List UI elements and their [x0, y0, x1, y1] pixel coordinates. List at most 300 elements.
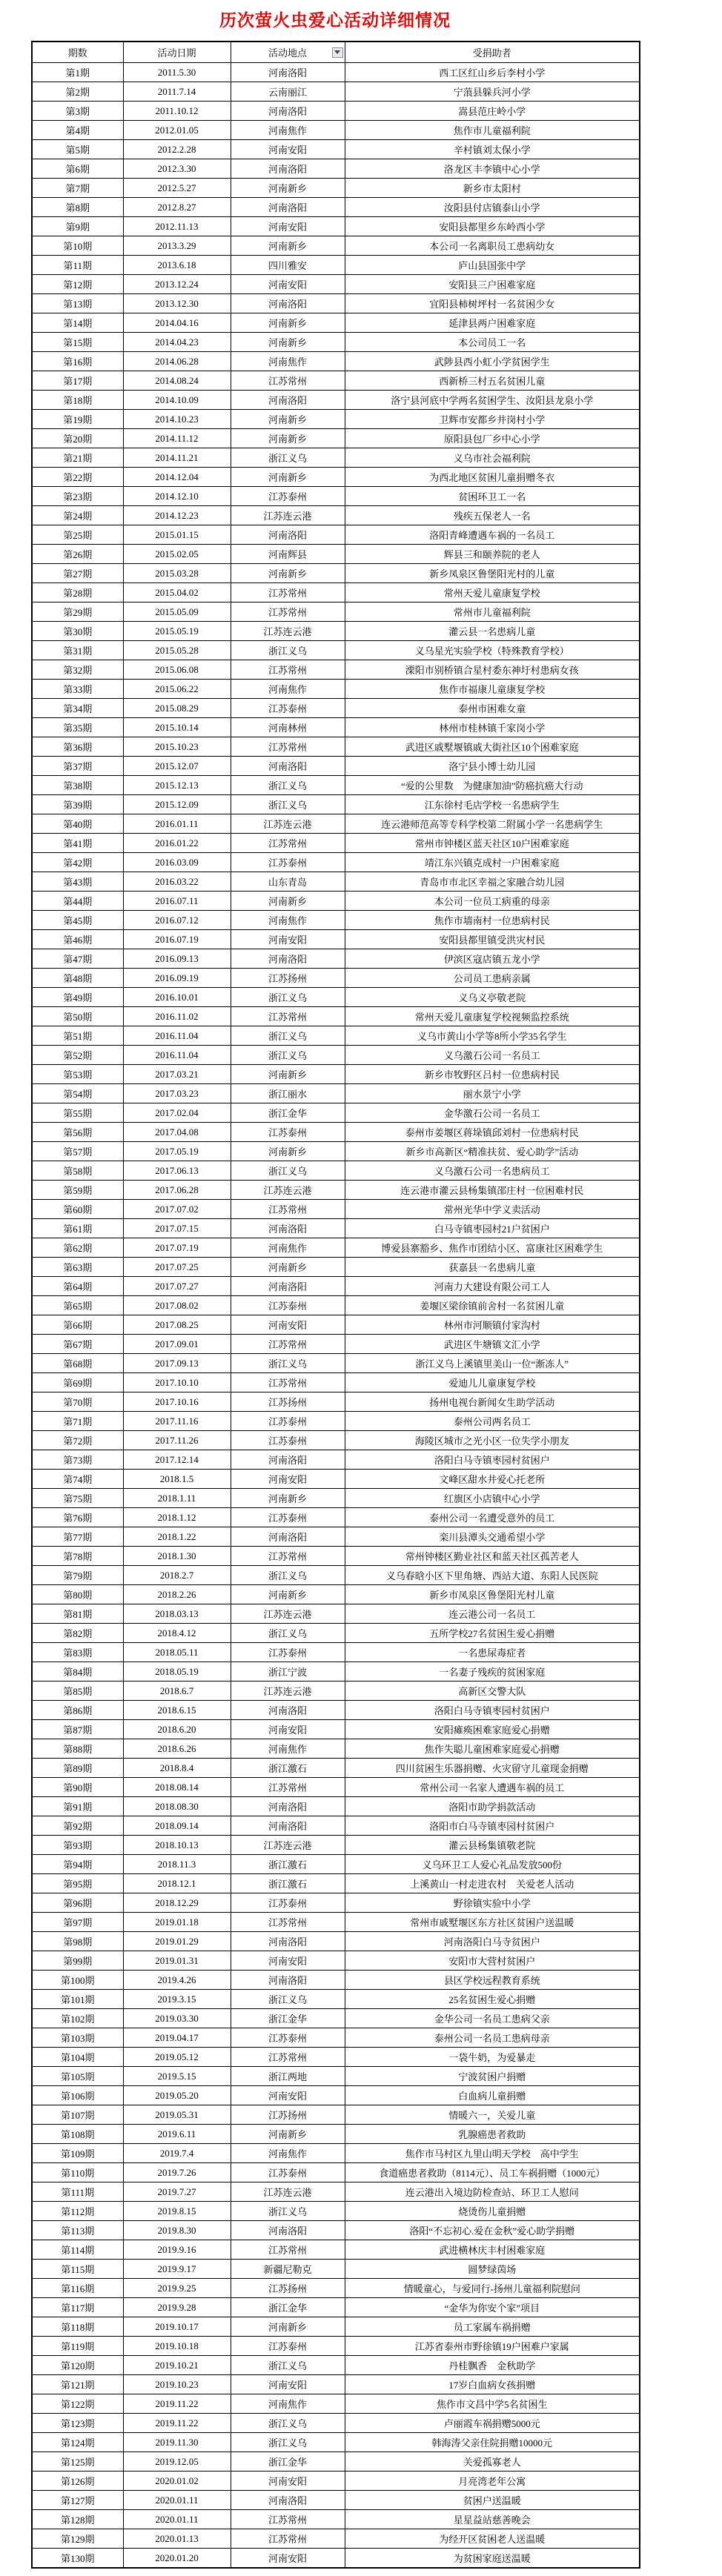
recipient-cell: 为西北地区贫困儿童捐赠冬衣 — [345, 468, 640, 487]
location-cell: 河南林州 — [231, 718, 345, 737]
location-cell: 江苏常州 — [231, 2048, 345, 2067]
date-cell: 2015.05.28 — [123, 641, 231, 660]
recipient-cell: 武进区戚墅堰镇戚大街社区10个困难家庭 — [345, 737, 640, 757]
table-row — [32, 1181, 640, 1200]
period-cell: 第22期 — [32, 468, 123, 487]
table-row — [32, 1855, 640, 1874]
period-cell: 第8期 — [32, 198, 123, 217]
recipient-cell: 连云港出入境边防检查站、环卫工人慰问 — [345, 2182, 640, 2202]
date-cell: 2013.12.24 — [123, 275, 231, 294]
period-cell: 第79期 — [32, 1566, 123, 1585]
location-cell: 云南丽江 — [231, 82, 345, 102]
location-cell: 河南洛阳 — [231, 1450, 345, 1470]
date-cell: 2019.01.29 — [123, 1932, 231, 1951]
period-cell: 第100期 — [32, 1971, 123, 1990]
location-cell: 河南安阳 — [231, 2472, 345, 2491]
table-row — [32, 1566, 640, 1585]
recipient-cell: 一名患尿毒症者 — [345, 1643, 640, 1662]
date-cell: 2020.01.11 — [123, 2510, 231, 2529]
period-cell: 第20期 — [32, 429, 123, 448]
table-row — [32, 179, 640, 198]
table-row — [32, 2105, 640, 2125]
period-cell: 第76期 — [32, 1508, 123, 1527]
column-header-location-label: 活动地点 — [268, 47, 307, 59]
period-cell: 第70期 — [32, 1392, 123, 1412]
date-cell: 2019.9.28 — [123, 2298, 231, 2317]
period-cell: 第19期 — [32, 410, 123, 429]
recipient-cell: 扬州电视台新闻女生助学活动 — [345, 1392, 640, 1412]
date-cell: 2016.01.22 — [123, 834, 231, 853]
period-cell: 第28期 — [32, 583, 123, 602]
recipient-cell: 红旗区小店镇中心小学 — [345, 1489, 640, 1508]
period-cell: 第119期 — [32, 2337, 123, 2356]
table-row — [32, 82, 640, 102]
location-cell: 河南新乡 — [231, 313, 345, 333]
column-header-location — [231, 42, 345, 63]
table-row — [32, 2144, 640, 2163]
location-cell: 浙江宁波 — [231, 1662, 345, 1682]
date-cell: 2014.12.10 — [123, 487, 231, 506]
date-cell: 2015.02.05 — [123, 545, 231, 564]
location-cell: 浙江义乌 — [231, 1566, 345, 1585]
table-row — [32, 2375, 640, 2394]
table-row — [32, 1951, 640, 1971]
filter-dropdown-button[interactable] — [332, 47, 343, 58]
date-cell: 2012.3.30 — [123, 159, 231, 179]
period-cell: 第36期 — [32, 737, 123, 757]
table-row — [32, 63, 640, 82]
location-cell: 河南洛阳 — [231, 63, 345, 82]
location-cell: 江苏泰州 — [231, 487, 345, 506]
recipient-cell: 义乌市社会福利院 — [345, 448, 640, 468]
location-cell: 河南新乡 — [231, 2125, 345, 2144]
period-cell: 第2期 — [32, 82, 123, 102]
period-cell: 第106期 — [32, 2086, 123, 2105]
period-cell: 第94期 — [32, 1855, 123, 1874]
table-row — [32, 275, 640, 294]
recipient-cell: 上溪黄山一村走进农村 关爱老人活动 — [345, 1874, 640, 1893]
table-row — [32, 1007, 640, 1026]
recipient-cell: 新乡凤泉区鲁堡阳光村的儿童 — [345, 564, 640, 583]
table-row — [32, 121, 640, 140]
location-cell: 浙江金华 — [231, 2452, 345, 2472]
period-cell: 第63期 — [32, 1258, 123, 1277]
table-row — [32, 429, 640, 448]
location-cell: 河南洛阳 — [231, 525, 345, 545]
location-cell: 江苏泰州 — [231, 1412, 345, 1431]
location-cell: 浙江义乌 — [231, 795, 345, 814]
date-cell: 2019.10.17 — [123, 2317, 231, 2337]
period-cell: 第90期 — [32, 1778, 123, 1797]
date-cell: 2016.11.04 — [123, 1046, 231, 1065]
location-cell: 河南新乡 — [231, 468, 345, 487]
location-cell: 河南安阳 — [231, 275, 345, 294]
location-cell: 江苏泰州 — [231, 1431, 345, 1450]
date-cell: 2018.12.1 — [123, 1874, 231, 1893]
location-cell: 河南新乡 — [231, 236, 345, 256]
recipient-cell: 卫辉市安都乡井岗村小学 — [345, 410, 640, 429]
recipient-cell: 泰州公司一名遭受意外的员工 — [345, 1508, 640, 1527]
recipient-cell: 新乡市高新区“精准扶贫、爱心助学”活动 — [345, 1142, 640, 1161]
location-cell: 河南焦作 — [231, 1238, 345, 1258]
table-row — [32, 1354, 640, 1373]
date-cell: 2019.03.30 — [123, 2009, 231, 2028]
location-cell: 江苏泰州 — [231, 2337, 345, 2356]
location-cell: 江苏连云港 — [231, 1682, 345, 1701]
table-row — [32, 1142, 640, 1161]
recipient-cell: 灌云县杨集镇敬老院 — [345, 1836, 640, 1855]
period-cell: 第51期 — [32, 1026, 123, 1046]
date-cell: 2018.05.19 — [123, 1662, 231, 1682]
recipient-cell: 洛阳“不忘初心.爱在金秋”爱心助学捐赠 — [345, 2221, 640, 2240]
recipient-cell: 泰州市困难女童 — [345, 699, 640, 718]
date-cell: 2015.12.13 — [123, 776, 231, 795]
recipient-cell: 常州天爱儿童康复学校 — [345, 583, 640, 602]
date-cell: 2018.1.22 — [123, 1527, 231, 1547]
recipient-cell: 残疾五保老人一名 — [345, 506, 640, 525]
recipient-cell: 为贫困家庭送温暖 — [345, 2549, 640, 2569]
date-cell: 2016.03.09 — [123, 853, 231, 872]
table-row — [32, 159, 640, 179]
date-cell: 2018.6.26 — [123, 1739, 231, 1759]
period-cell: 第128期 — [32, 2510, 123, 2529]
date-cell: 2017.10.10 — [123, 1373, 231, 1392]
date-cell: 2018.08.30 — [123, 1797, 231, 1816]
activities-table — [31, 41, 640, 2569]
date-cell: 2014.04.16 — [123, 313, 231, 333]
location-cell: 河南新乡 — [231, 333, 345, 352]
recipient-cell: 丽水景宁小学 — [345, 1084, 640, 1103]
table-row — [32, 1431, 640, 1450]
table-row — [32, 1893, 640, 1913]
date-cell: 2015.01.15 — [123, 525, 231, 545]
period-cell: 第31期 — [32, 641, 123, 660]
location-cell: 河南焦作 — [231, 2394, 345, 2414]
date-cell: 2015.10.14 — [123, 718, 231, 737]
period-cell: 第49期 — [32, 988, 123, 1007]
recipient-cell: 安阳县三户困难家庭 — [345, 275, 640, 294]
table-row — [32, 1759, 640, 1778]
recipient-cell: 安阳县都里乡东岭西小学 — [345, 217, 640, 236]
date-cell: 2020.01.02 — [123, 2472, 231, 2491]
date-cell: 2014.12.23 — [123, 506, 231, 525]
table-row — [32, 2028, 640, 2048]
date-cell: 2017.07.25 — [123, 1258, 231, 1277]
recipient-cell: 白血病儿童捐赠 — [345, 2086, 640, 2105]
table-row — [32, 1778, 640, 1797]
table-row — [32, 1489, 640, 1508]
table-row — [32, 660, 640, 680]
date-cell: 2015.04.02 — [123, 583, 231, 602]
table-row — [32, 525, 640, 545]
table-row — [32, 1913, 640, 1932]
table-row — [32, 1739, 640, 1759]
table-row — [32, 1836, 640, 1855]
date-cell: 2017.11.16 — [123, 1412, 231, 1431]
location-cell: 江苏常州 — [231, 660, 345, 680]
table-row — [32, 1797, 640, 1816]
location-cell: 江苏泰州 — [231, 1893, 345, 1913]
recipient-cell: 洛阳白马寺镇枣园村贫困户 — [345, 1701, 640, 1720]
table-row — [32, 2279, 640, 2298]
period-cell: 第40期 — [32, 814, 123, 834]
location-cell: 河南安阳 — [231, 1951, 345, 1971]
date-cell: 2017.07.19 — [123, 1238, 231, 1258]
date-cell: 2017.03.21 — [123, 1065, 231, 1084]
recipient-cell: 常州公司一名家人遭遇车祸的员工 — [345, 1778, 640, 1797]
location-cell: 江苏泰州 — [231, 2163, 345, 2182]
period-cell: 第9期 — [32, 217, 123, 236]
location-cell: 浙江丽水 — [231, 1084, 345, 1103]
column-header-period: 期数 — [32, 42, 123, 63]
date-cell: 2018.2.26 — [123, 1585, 231, 1604]
date-cell: 2019.01.31 — [123, 1951, 231, 1971]
location-cell: 江苏连云港 — [231, 1604, 345, 1624]
location-cell: 浙江激石 — [231, 1759, 345, 1778]
period-cell: 第7期 — [32, 179, 123, 198]
location-cell: 江苏泰州 — [231, 1296, 345, 1315]
table-row — [32, 1547, 640, 1566]
table-row — [32, 2048, 640, 2067]
table-row — [32, 2356, 640, 2375]
recipient-cell: 公司员工患病亲属 — [345, 969, 640, 988]
location-cell: 河南洛阳 — [231, 1527, 345, 1547]
table-row — [32, 602, 640, 622]
table-row — [32, 2394, 640, 2414]
recipient-cell: 一袋牛奶，为爱暴走 — [345, 2048, 640, 2067]
table-row — [32, 1990, 640, 2009]
recipient-cell: 辛村镇刘太保小学 — [345, 140, 640, 159]
date-cell: 2011.7.14 — [123, 82, 231, 102]
table-row — [32, 2086, 640, 2105]
recipient-cell: 洛阳市白马寺镇枣园村贫困户 — [345, 1816, 640, 1836]
date-cell: 2017.10.16 — [123, 1392, 231, 1412]
date-cell: 2018.2.7 — [123, 1566, 231, 1585]
recipient-cell: 泰州公司一名员工患病母亲 — [345, 2028, 640, 2048]
recipient-cell: 焦作市福康儿童康复学校 — [345, 680, 640, 699]
recipient-cell: 安阳县都里镇受洪灾村民 — [345, 930, 640, 949]
location-cell: 江苏泰州 — [231, 1643, 345, 1662]
location-cell: 浙江金华 — [231, 2298, 345, 2317]
period-cell: 第85期 — [32, 1682, 123, 1701]
location-cell: 浙江义乌 — [231, 1624, 345, 1643]
table-row — [32, 1335, 640, 1354]
period-cell: 第23期 — [32, 487, 123, 506]
date-cell: 2013.12.30 — [123, 294, 231, 313]
location-cell: 河南新乡 — [231, 1489, 345, 1508]
recipient-cell: 情暖童心，与爱同行-扬州儿童福利院慰问 — [345, 2279, 640, 2298]
recipient-cell: 17岁白血病女孩捐赠 — [345, 2375, 640, 2394]
date-cell: 2019.8.15 — [123, 2202, 231, 2221]
recipient-cell: 焦作市儿童福利院 — [345, 121, 640, 140]
table-row — [32, 1682, 640, 1701]
date-cell: 2018.8.4 — [123, 1759, 231, 1778]
location-cell: 河南安阳 — [231, 2549, 345, 2569]
table-row — [32, 795, 640, 814]
period-cell: 第96期 — [32, 1893, 123, 1913]
recipient-cell: 圆梦绿茵场 — [345, 2260, 640, 2279]
recipient-cell: 洛阳市助学捐款活动 — [345, 1797, 640, 1816]
location-cell: 河南洛阳 — [231, 159, 345, 179]
table-row — [32, 1026, 640, 1046]
period-cell: 第52期 — [32, 1046, 123, 1065]
table-row — [32, 776, 640, 795]
table-row — [32, 468, 640, 487]
table-row — [32, 718, 640, 737]
date-cell: 2017.06.28 — [123, 1181, 231, 1200]
period-cell: 第84期 — [32, 1662, 123, 1682]
location-cell: 河南安阳 — [231, 1470, 345, 1489]
table-body — [32, 63, 640, 2569]
table-row — [32, 1701, 640, 1720]
period-cell: 第99期 — [32, 1951, 123, 1971]
date-cell: 2018.05.11 — [123, 1643, 231, 1662]
date-cell: 2017.06.13 — [123, 1161, 231, 1181]
date-cell: 2019.3.15 — [123, 1990, 231, 2009]
period-cell: 第11期 — [32, 256, 123, 275]
period-cell: 第13期 — [32, 294, 123, 313]
table-row — [32, 872, 640, 892]
table-row — [32, 1932, 640, 1951]
date-cell: 2019.6.11 — [123, 2125, 231, 2144]
period-cell: 第53期 — [32, 1065, 123, 1084]
table-row — [32, 1508, 640, 1527]
location-cell: 江苏常州 — [231, 583, 345, 602]
location-cell: 浙江义乌 — [231, 1990, 345, 2009]
date-cell: 2013.3.29 — [123, 236, 231, 256]
period-cell: 第83期 — [32, 1643, 123, 1662]
location-cell: 河南新乡 — [231, 1258, 345, 1277]
recipient-cell: 本公司员工一名 — [345, 333, 640, 352]
recipient-cell: 栾川县潭头交通希望小学 — [345, 1527, 640, 1547]
location-cell: 河南新乡 — [231, 892, 345, 911]
period-cell: 第107期 — [32, 2105, 123, 2125]
location-cell: 江苏常州 — [231, 1335, 345, 1354]
period-cell: 第123期 — [32, 2414, 123, 2433]
recipient-cell: 常州天爱儿童康复学校视频监控系统 — [345, 1007, 640, 1026]
period-cell: 第58期 — [32, 1161, 123, 1181]
location-cell: 江苏常州 — [231, 602, 345, 622]
location-cell: 江苏常州 — [231, 1007, 345, 1026]
date-cell: 2016.03.22 — [123, 872, 231, 892]
period-cell: 第57期 — [32, 1142, 123, 1161]
recipient-cell: 武陟县西小虹小学贫困学生 — [345, 352, 640, 371]
location-cell: 江苏常州 — [231, 1913, 345, 1932]
location-cell: 河南洛阳 — [231, 1797, 345, 1816]
period-cell: 第65期 — [32, 1296, 123, 1315]
table-row — [32, 583, 640, 602]
recipient-cell: 四川贫困生乐器捐赠、火灾留守儿童现金捐赠 — [345, 1759, 640, 1778]
period-cell: 第77期 — [32, 1527, 123, 1547]
date-cell: 2015.08.29 — [123, 699, 231, 718]
recipient-cell: 高新区交警大队 — [345, 1682, 640, 1701]
period-cell: 第103期 — [32, 2028, 123, 2048]
table-row — [32, 2317, 640, 2337]
recipient-cell: 乳腺癌患者救助 — [345, 2125, 640, 2144]
recipient-cell: 焦作失聪儿童困难家庭爱心捐赠 — [345, 1739, 640, 1759]
recipient-cell: 情暖六一，关爱儿童 — [345, 2105, 640, 2125]
period-cell: 第39期 — [32, 795, 123, 814]
period-cell: 第86期 — [32, 1701, 123, 1720]
location-cell: 河南安阳 — [231, 2086, 345, 2105]
location-cell: 江苏常州 — [231, 371, 345, 391]
recipient-cell: 员工家属车祸捐赠 — [345, 2317, 640, 2337]
table-row — [32, 487, 640, 506]
period-cell: 第68期 — [32, 1354, 123, 1373]
table-row — [32, 391, 640, 410]
period-cell: 第111期 — [32, 2182, 123, 2202]
location-cell: 江苏常州 — [231, 1373, 345, 1392]
period-cell: 第116期 — [32, 2279, 123, 2298]
date-cell: 2020.01.20 — [123, 2549, 231, 2569]
table-row — [32, 294, 640, 313]
location-cell: 江苏连云港 — [231, 1836, 345, 1855]
location-cell: 河南洛阳 — [231, 102, 345, 121]
period-cell: 第74期 — [32, 1470, 123, 1489]
period-cell: 第109期 — [32, 2144, 123, 2163]
table-row — [32, 1450, 640, 1470]
location-cell: 浙江义乌 — [231, 988, 345, 1007]
period-cell: 第42期 — [32, 853, 123, 872]
period-cell: 第66期 — [32, 1315, 123, 1335]
table-row — [32, 1200, 640, 1219]
location-cell: 江苏泰州 — [231, 2028, 345, 2048]
date-cell: 2015.12.07 — [123, 757, 231, 776]
recipient-cell: 宁波贫困户捐赠 — [345, 2067, 640, 2086]
location-cell: 河南新乡 — [231, 2317, 345, 2337]
date-cell: 2012.8.27 — [123, 198, 231, 217]
date-cell: 2019.9.17 — [123, 2260, 231, 2279]
period-cell: 第114期 — [32, 2240, 123, 2260]
table-row — [32, 2202, 640, 2221]
period-cell: 第14期 — [32, 313, 123, 333]
location-cell: 河南洛阳 — [231, 1277, 345, 1296]
table-row — [32, 1065, 640, 1084]
period-cell: 第80期 — [32, 1585, 123, 1604]
table-row — [32, 333, 640, 352]
location-cell: 河南洛阳 — [231, 949, 345, 969]
recipient-cell: 洛阳青峰遭遇车祸的一名员工 — [345, 525, 640, 545]
period-cell: 第115期 — [32, 2260, 123, 2279]
period-cell: 第4期 — [32, 121, 123, 140]
period-cell: 第95期 — [32, 1874, 123, 1893]
recipient-cell: 义乌义亭敬老院 — [345, 988, 640, 1007]
location-cell: 河南安阳 — [231, 1720, 345, 1739]
table-row — [32, 2009, 640, 2028]
recipient-cell: 野徐镇实验中小学 — [345, 1893, 640, 1913]
recipient-cell: 洛龙区丰李镇中心小学 — [345, 159, 640, 179]
table-row — [32, 2472, 640, 2491]
period-cell: 第6期 — [32, 159, 123, 179]
period-cell: 第3期 — [32, 102, 123, 121]
table-row — [32, 2414, 640, 2433]
location-cell: 河南安阳 — [231, 2375, 345, 2394]
table-row — [32, 1103, 640, 1123]
recipient-cell: 宜阳县柿树坪村一名贫困少女 — [345, 294, 640, 313]
table-row — [32, 988, 640, 1007]
location-cell: 河南洛阳 — [231, 1971, 345, 1990]
location-cell: 浙江义乌 — [231, 641, 345, 660]
date-cell: 2013.6.18 — [123, 256, 231, 275]
date-cell: 2017.08.25 — [123, 1315, 231, 1335]
recipient-cell: 洛宁县河底中学两名贫困学生、汝阳县龙泉小学 — [345, 391, 640, 410]
recipient-cell: 嵩县范庄岭小学 — [345, 102, 640, 121]
table-row — [32, 1123, 640, 1142]
date-cell: 2020.01.13 — [123, 2529, 231, 2549]
table-row — [32, 2240, 640, 2260]
location-cell: 江苏连云港 — [231, 622, 345, 641]
date-cell: 2019.05.31 — [123, 2105, 231, 2125]
